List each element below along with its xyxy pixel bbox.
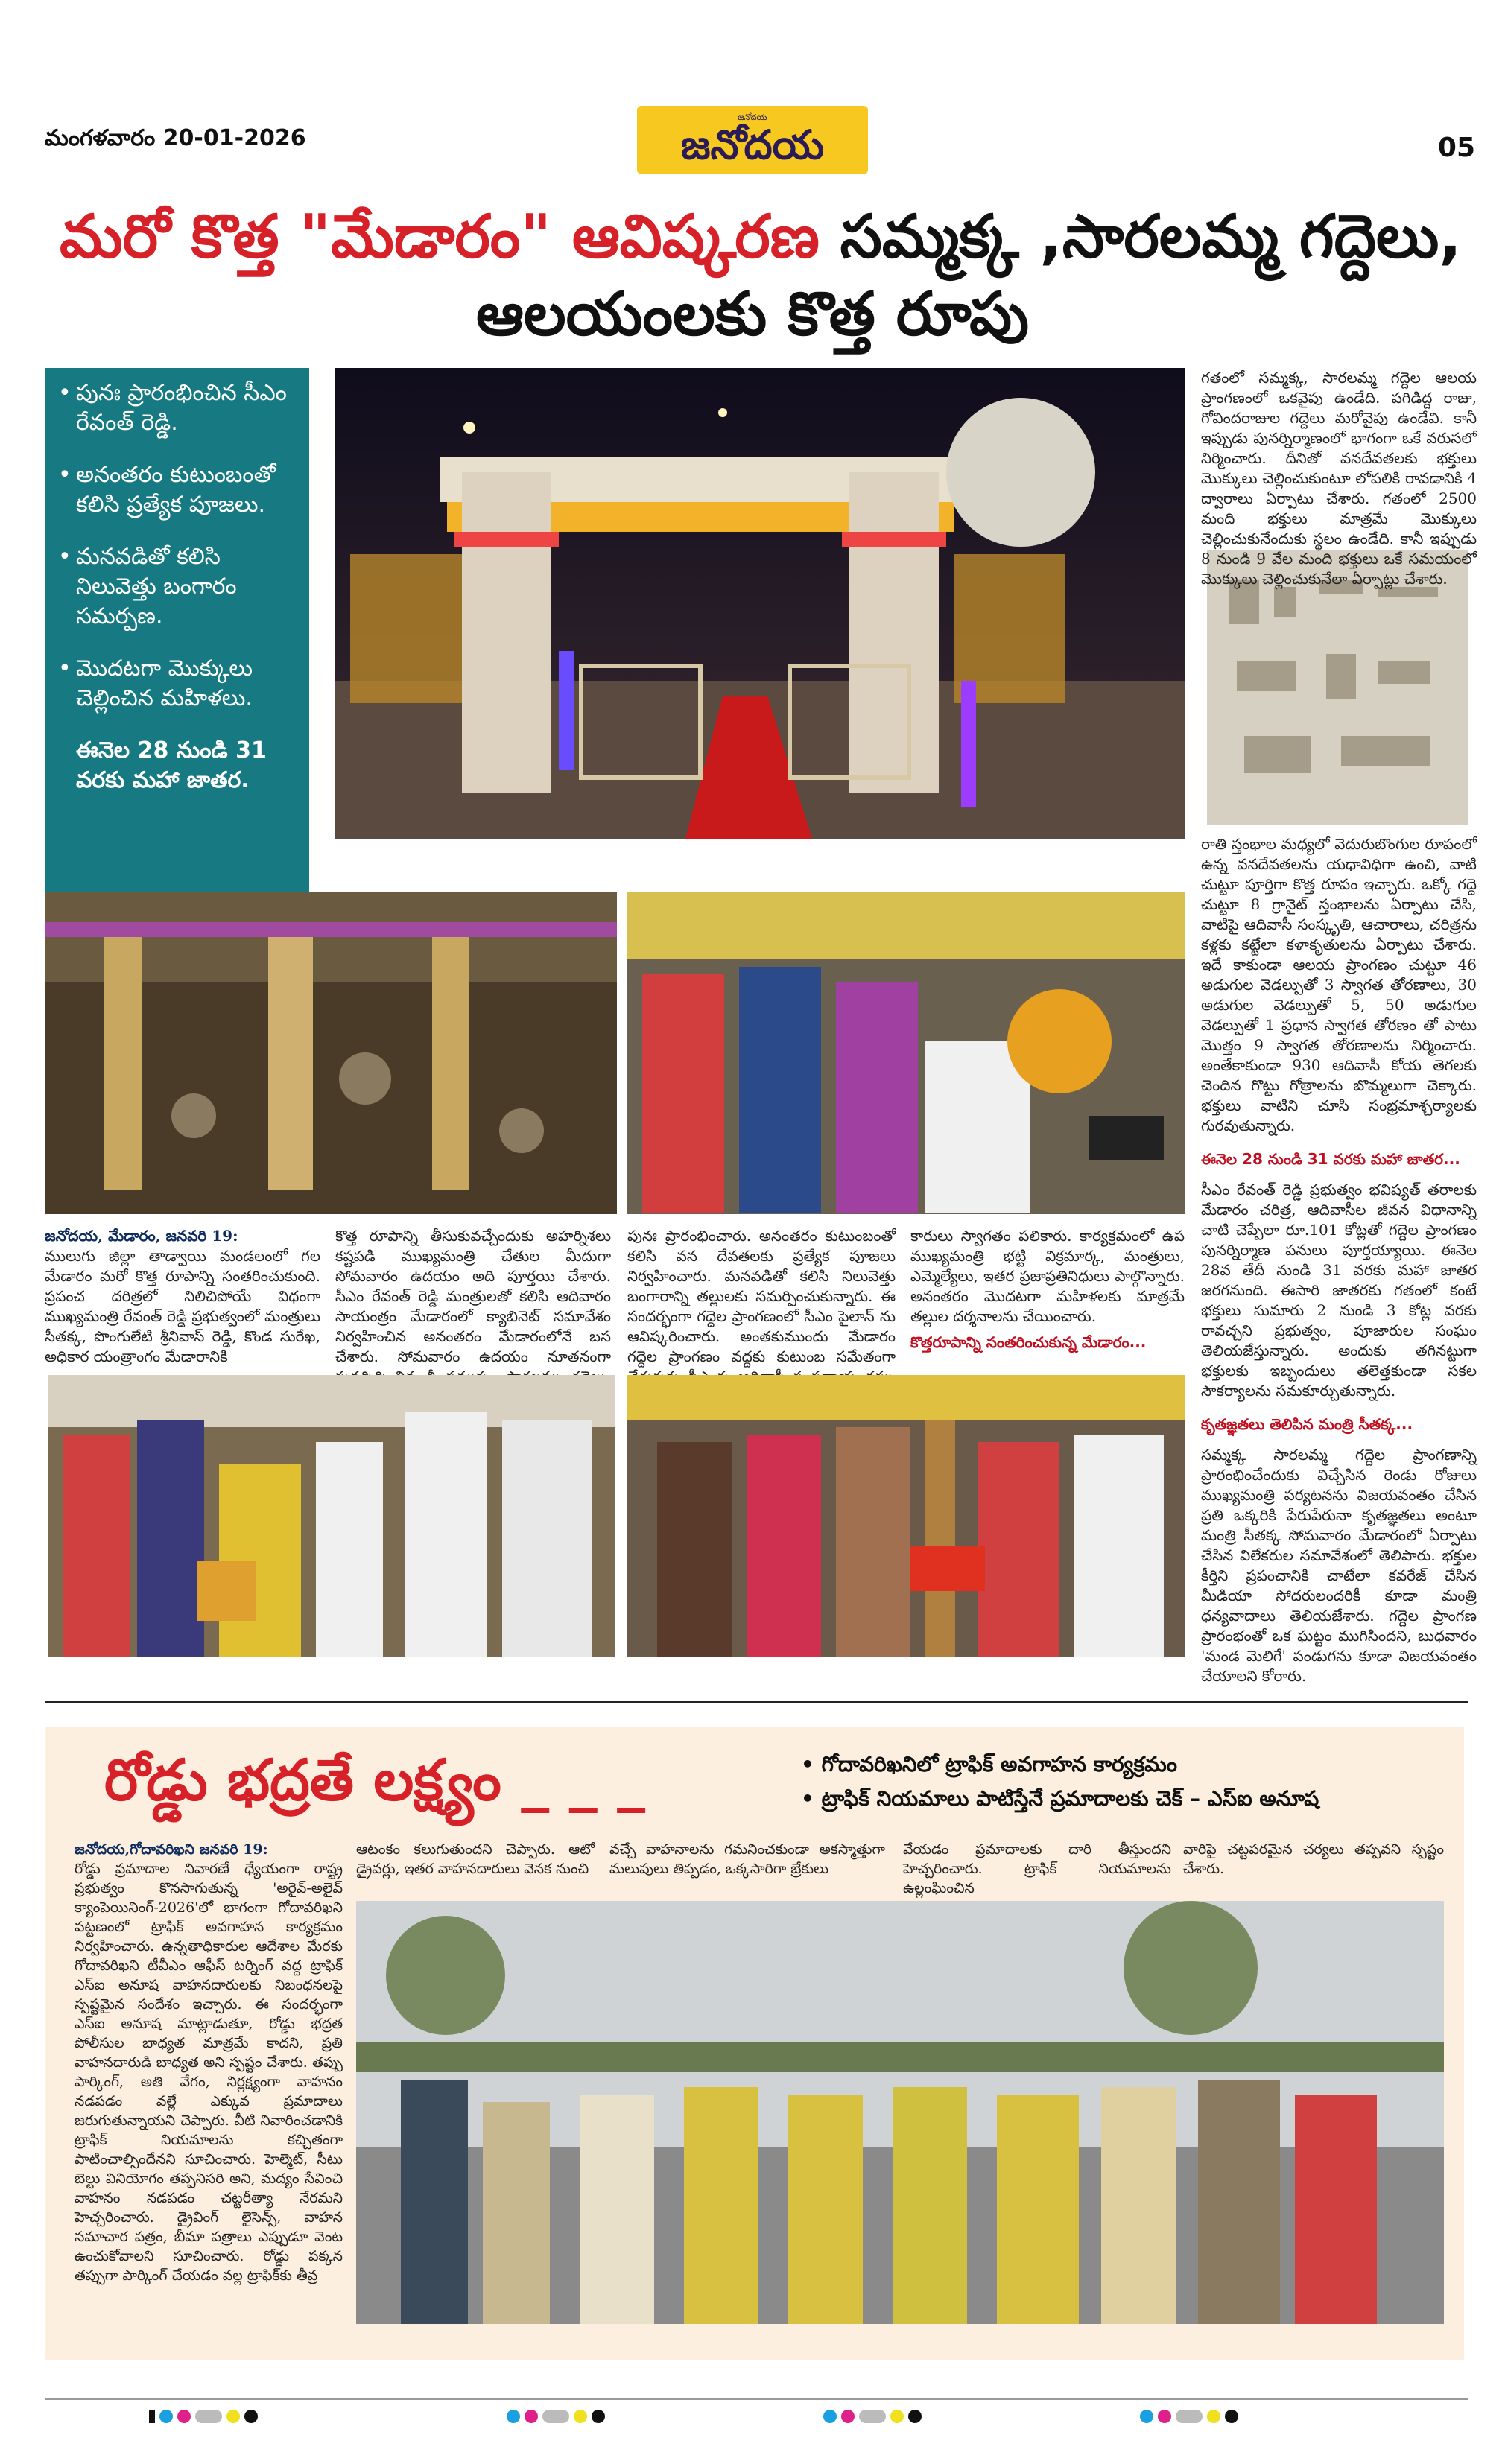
middle-column-4: [910, 1226, 1185, 1353]
road-safety-bullet: • గోదావరిఖనిలో ట్రాఫిక్ అవగాహన కార్యక్రమం: [801, 1752, 1177, 1776]
gate-night-photo: [335, 368, 1185, 839]
traffic-illustration: [356, 1901, 1444, 2324]
road-safety-column-3: [609, 1840, 885, 1879]
gate-night-illustration: [335, 368, 1185, 839]
article-paragraph: ఆటంకం కలుగుతుందని చెప్పారు. ఆటో డ్రైవర్లు, ఇతర వాహనదారులు వెనక నుంచి: [356, 1841, 595, 1877]
cyan-dot-icon: [823, 2410, 837, 2423]
masthead-tagline: జనోదయ: [738, 112, 767, 122]
dateline: జనోదయ,గోదావరిఖని జనవరి 19:: [75, 1841, 268, 1858]
gray-pill-icon: [542, 2410, 569, 2423]
magenta-dot-icon: [525, 2410, 538, 2423]
article-subheading: కృతజ్ఞతలు తెలిపిన మంత్రి సీతక్క...: [1201, 1415, 1413, 1433]
article-paragraph: రాతి స్తంభాల మధ్యలో వెదురుబొంగుల రూపంలో ఉన్న వనదేవతలను యధావిధిగా ఉంచి, వాటి చుట్టూ పూర్తిగా కొత్త రూపం ఇచ్చారు. ఒక్కో గద్దె చుట్టూ 8 గ్రానైట్ స్తంభాలను ఏర్పాటు చేసి, వాటిపై ఆదివాసీ సంస్కృతి, ఆచారాలు, చరిత్రను కళ్లకు కట్టేలా కళాకృతులను ఏర్పాటు చేశారు. ఇదే కాకుండా ఆలయ ప్రాంగణం చుట్టూ 46 అడుగుల వెడల్పుతో 3 స్వాగత తోరణాలు, 30 అడుగుల వెడల్పుతో 5, 50 అడుగుల వెడల్పుతో 1 ప్రధాన స్వాగత తోరణం తో పాటు మొత్తం 9 స్వాగత తోరణాలను నిర్మించారు. అంతేకాకుండా 930 ఆదివాసీ కోయ తెగలకు చెందిన గొట్టు గోత్రాలను బొమ్మలుగా చెక్కారు. భక్తులు వాటిని చూసి సంభ్రమాశ్చర్యాలకు గురవుతున్నారు.: [1201, 835, 1477, 1134]
main-headline: [60, 200, 1475, 274]
registration-marks: [1140, 2410, 1238, 2423]
highlight-item: • మొదటగా మొక్కులు చెల్లించిన మహిళలు.: [58, 654, 296, 714]
black-dot-icon: [908, 2410, 922, 2423]
carvings-illustration: [1207, 550, 1468, 825]
traffic-awareness-photo: [356, 1901, 1444, 2324]
article-paragraph: సమ్మక్క సారలమ్మ గద్దెల ప్రాంగణాన్ని ప్రారంభించేందుకు విచ్చేసిన రెండు రోజులు ముఖ్యమంత్రి పర్యటనను విజయవంతం చేసిన ప్రతి ఒక్కరికి పేరుపేరునా కృతజ్ఞతలు అంటూ మంత్రి సీతక్క సోమవారం మేడారంలో ఏర్పాటు చేసిన విలేకరుల సమావేశంలో తెలిపారు. భక్తుల కీర్తిని ప్రపంచానికి చాటేలా కవరేజ్ చేసిన మీడియా సోదరులందరికీ కూడా మంత్రి ధన్యవాదాలు తెలియజేశారు. గద్దెల ప్రాంగణ ప్రారంభంతో ఒక ఘట్టం ముగిసిందని, బుధవారం 'మండ మెలిగే' పండుగను కూడా విజయవంతం చేయాలని కోరారు.: [1201, 1446, 1477, 1685]
marker-icon: [149, 2410, 155, 2423]
highlight-jatara: ఈనెల 28 నుండి 31 వరకు మహా జాతర.: [76, 737, 267, 793]
grandson-gold-offering-photo: [48, 1375, 615, 1657]
article-paragraph: సీఎం రేవంత్ రెడ్డి ప్రభుత్వం భవిష్యత్ తరాలకు మేడారం చరిత్ర, ఆదివాసీల జీవన విధానాన్ని చాటి చెప్పేలా రూ.101 కోట్లతో గద్దెల ప్రాంగణం పునర్నిర్మాణ పనులు పూర్తయ్యాయి. ఈనెల 28వ తేదీ నుండి 31 వరకు మహా జాతర జరగనుంది. ఈసారి జాతరకు గతంలో కంటే భక్తులు సుమారు 2 నుండి 3 కోట్ల వరకు రావచ్చని ప్రభుత్వం, పూజారుల సంఘం తెలియజేస్తున్నారు. అందుకు తగినట్టుగా భక్తులకు ఇబ్బందులు తలెత్తకుండా సకల సౌకర్యాలను సమకూర్చుతున్నారు.: [1201, 1181, 1477, 1400]
offering-illustration: [48, 1375, 615, 1657]
road-safety-headline: [104, 1747, 645, 1814]
article-paragraph: పునః ప్రారంభించారు. అనంతరం కుటుంబంతో కలిసి వన దేవతలకు ప్రత్యేక పూజలు నిర్వహించారు. మనవడితో కలిసి నిలువెత్తు బంగారాన్ని తల్లులకు సమర్పించుకున్నారు. ఈ సందర్భంగా గద్దెల ప్రాంగణంలో సీఎం పైలాన్ ను ఆవిష్కరించారు. అంతకుముందు మేడారం గద్దెల ప్రాంగణం వద్దకు కుటుంబ సమేతంగా: [627, 1227, 896, 1365]
article-paragraph: కారులు స్వాగతం పలికారు. కార్యక్రమంలో ఉప ముఖ్యమంత్రి భట్టి విక్రమార్క, మంత్రులు, ఎమ్మెల్యేలు, ఇతర ప్రజాప్రతినిధులు పాల్గొన్నారు. అనంతరం మొదటగా మహిళలకు మాత్రమే తల్లుల దర్శనాలను చేయించారు.: [910, 1227, 1185, 1325]
road-safety-bullet: • ట్రాఫిక్ నియమాలు పాటిస్తేనే ప్రమాదాలకు చెక్ – ఎస్ఐ అనూష: [801, 1786, 1319, 1811]
family-illustration: [627, 1375, 1185, 1657]
aerial-illustration: [45, 892, 617, 1214]
cyan-dot-icon: [159, 2410, 173, 2423]
road-safety-column-4: [903, 1840, 1171, 1898]
yellow-dot-icon: [226, 2410, 240, 2423]
dateline: జనోదయ, మేడారం, జనవరి 19:: [45, 1227, 238, 1245]
gray-pill-icon: [859, 2410, 886, 2423]
black-dot-icon: [244, 2410, 258, 2423]
black-dot-icon: [592, 2410, 605, 2423]
cyan-dot-icon: [507, 2410, 520, 2423]
road-safety-title: రోడ్డు భద్రతే లక్ష్యం: [104, 1747, 501, 1813]
registration-marks: [149, 2410, 258, 2423]
worship-illustration: [627, 892, 1185, 1214]
page-number: 05: [1437, 133, 1475, 163]
right-column-top: [1201, 368, 1477, 589]
article-paragraph: రోడ్డు ప్రమాదాల నివారణే ధ్యేయంగా రాష్ట్ర ప్రభుత్వం కొనసాగుతున్న 'అరైవ్-అలైవ్ క్యాంపెయినింగ్-2026'లో భాగంగా గోదావరిఖని పట్టణంలో ట్రాఫిక్ అవగాహన కార్యక్రమం నిర్వహించారు. ఉన్నతాధికారుల ఆదేశాల మేరకు గోదావరిఖని టీవీఎం ఆఫీస్ టర్నింగ్ వద్ద ట్రాఫిక్ ఎస్ఐ అనూష వాహనదారులకు నిబంధనలపై స్పష్టమైన సందేశం ఇచ్చారు. ఈ సందర్భంగా ఎస్ఐ అనూష మాట్లాడుతూ, రోడ్డు భద్రత పోలీసుల బాధ్యత మాత్రమే కాదని, ప్రతి వాహనదారుడి బాధ్యత అని స్పష్టం చేశారు. తప్పు పార్కింగ్, అతి వేగం, నిర్లక్ష్యంగా వాహనం నడపడం వల్లే ఎక్కువ ప్రమాదాలు జరుగుతున్నాయని చెప్పారు. వీటి నివారించడానికి ట్రాఫిక్ నియమాలను కచ్చితంగా పాటించాల్సిందేనని సూచించారు. హెల్మెట్, సీటు బెల్టు వినియోగం తప్పనిసరి అని, మద్యం సేవించి వాహనం నడపడం చట్టరీత్యా నేరమని హెచ్చరించారు. డ్రైవింగ్ లైసెన్స్, వాహన సమాచార పత్రం, బీమా పత్రాలు ఎప్పుడూ వెంట ఉంచుకోవాలని సూచించారు. రోడ్డు పక్కన తప్పుగా పార్కింగ్ చేయడం వల్ల ట్రాఫిక్‌కు తీవ్ర: [75, 1861, 343, 2284]
middle-column-1: [45, 1226, 320, 1367]
article-paragraph: ములుగు జిల్లా తాడ్వాయి మండలంలో గల మేడారం మరో కొత్త రూపాన్ని సంతరించుకుంది. ప్రపంచ దరిత్రలో నిలిచిపోయే విధంగా ముఖ్యమంత్రి రేవంత్ రెడ్డి ప్రభుత్వంలో మంత్రులు సీతక్క, పొంగులేటి శ్రీనివాస్ రెడ్డి, కొండ సురేఖ, అధికార యంత్రాంగం మేడారానికి: [45, 1247, 320, 1365]
yellow-dot-icon: [574, 2410, 587, 2423]
yellow-dot-icon: [1207, 2410, 1220, 2423]
gray-pill-icon: [1176, 2410, 1203, 2423]
road-safety-column-2: [356, 1840, 595, 1879]
carvings-photo: [1207, 550, 1468, 825]
issue-date: మంగళవారం 20-01-2026: [45, 125, 306, 151]
temple-family-photo: [627, 1375, 1185, 1657]
article-paragraph: వచ్చే వాహనాలను గమనించకుండా అకస్మాత్తుగా మలుపులు తిప్పడం, ఒక్కసారిగా బ్రేకులు: [609, 1841, 885, 1877]
cm-worship-photo: [627, 892, 1185, 1214]
headline-red: మరో కొత్త "మేడారం" ఆవిష్కరణ: [60, 202, 820, 271]
article-paragraph: వేయడం ప్రమాదాలకు దారి తీస్తుందని హెచ్చరించారు. ట్రాఫిక్ నియమాలను ఉల్లంఘించిన: [903, 1841, 1171, 1896]
section-divider: [45, 1701, 1468, 1703]
road-safety-column-5: [1183, 1840, 1444, 1879]
masthead-title: జనోదయ: [680, 121, 825, 168]
aerial-night-photo: [45, 892, 617, 1214]
yellow-dot-icon: [890, 2410, 904, 2423]
headline-black: సమ్మక్క ,సారలమ్మ గద్దెలు,: [840, 202, 1462, 271]
magenta-dot-icon: [841, 2410, 855, 2423]
highlight-item: • మనవడితో కలిసి నిలువెత్తు బంగారం సమర్పణ.: [58, 542, 296, 632]
road-safety-column-1: [75, 1840, 343, 2285]
magenta-dot-icon: [177, 2410, 191, 2423]
masthead-logo: [637, 106, 868, 174]
article-paragraph: వారిపై చట్టపరమైన చర్యలు తప్పవని స్పష్టం చేశారు.: [1183, 1841, 1444, 1877]
highlights-box: [45, 368, 309, 898]
cyan-dot-icon: [1140, 2410, 1153, 2423]
registration-marks: [823, 2410, 922, 2423]
black-dot-icon: [1225, 2410, 1238, 2423]
right-column-mid: [1201, 834, 1477, 1686]
main-headline-line2: ఆలయంలకు కొత్త రూపు: [476, 279, 1029, 349]
article-paragraph: కొత్త రూపాన్ని తీసుకువచ్చేందుకు అహర్నిశలు కష్టపడి ముఖ్యమంత్రి చేతుల మీదుగా సోమవారం ఉదయం అది పూర్తయి చేశారు. సీఎం రేవంత్ రెడ్డి మంత్రులతో కలిసి ఆదివారం సాయంత్రం మేడారంలో క్యాబినెట్ సమావేశం నిర్వహించిన అనంతరం మేడారంలోనే బస చేశారు. సోమవారం ఉదయం నూతనంగా: [335, 1227, 611, 1365]
registration-marks: [507, 2410, 605, 2423]
footer-rule: [45, 2398, 1468, 2400]
road-safety-dashes: _ _ _: [521, 1747, 646, 1813]
article-subheading: ఈనెల 28 నుండి 31 వరకు మహా జాతర...: [1201, 1150, 1460, 1168]
highlight-item: • పునః ప్రారంభించిన సీఎం రేవంత్ రెడ్డి.: [58, 378, 296, 438]
magenta-dot-icon: [1158, 2410, 1171, 2423]
article-subheading: కొత్తరూపాన్ని సంతరించుకున్న మేడారం...: [910, 1333, 1147, 1351]
highlight-item: • అనంతరం కుటుంబంతో కలిసి ప్రత్యేక పూజలు.: [58, 460, 296, 520]
article-paragraph: గతంలో సమ్మక్క, సారలమ్మ గద్దెల ఆలయ ప్రాంగణంలో ఒకవైపు ఉండేది. పగిడిద్ద రాజు, గోవిందరాజుల గద్దెలు మరోవైపు ఉండేవి. కానీ ఇప్పుడు పునర్నిర్మాణంలో భాగంగా ఒకే వరుసలో నిర్మించారు. దీనితో వనదేవతలకు భక్తులు మొక్కులు చెల్లించుకుంటూ లోపలికి రావడానికి 4 ద్వారాలు ఏర్పాటు చేశారు. గతంలో 2500 మంది భక్తులు మాత్రమే మొక్కులు చెల్లించుకునేందుకు స్థలం ఉండేది. కానీ ఇప్పుడు 8 నుండి 9 వేల మంది భక్తులు ఒకే సమయంలో మొక్కులు చెల్లించుకునేలా ఏర్పాట్లు చేశారు.: [1201, 369, 1477, 588]
gray-pill-icon: [195, 2410, 222, 2423]
